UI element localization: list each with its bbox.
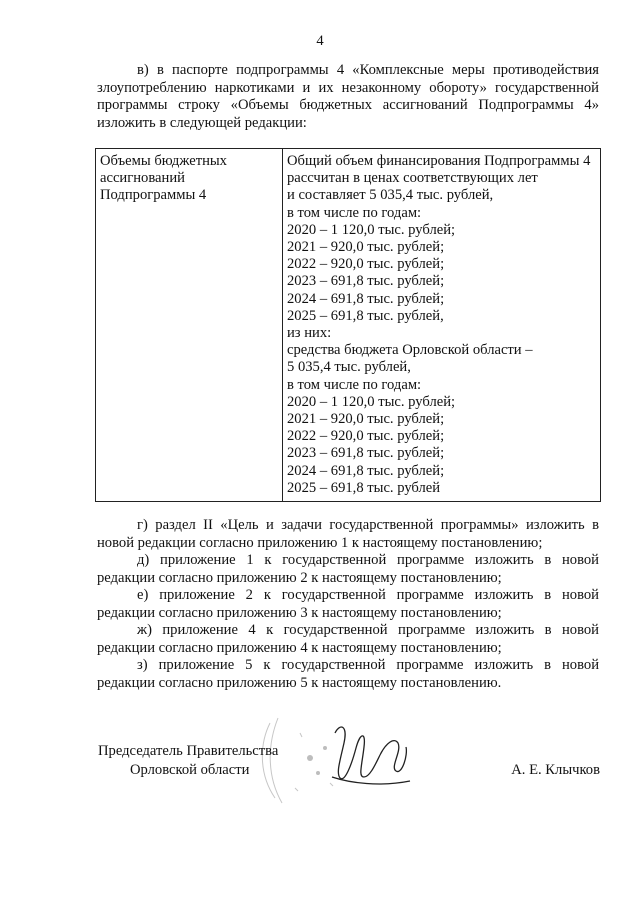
value-line: 2021 – 920,0 тыс. рублей; — [287, 411, 445, 428]
label-line: Объемы бюджетных — [100, 153, 227, 169]
label-line: ассигнований — [100, 170, 185, 187]
table-label-cell — [96, 149, 283, 502]
list-item: з) приложение 5 к государственной программе изложить в новой редакции согласно приложению 5 к настоящему постановлению. — [97, 657, 599, 691]
signatory-region: Орловской области — [130, 762, 250, 778]
value-line: 2025 – 691,8 тыс. рублей, — [287, 307, 444, 324]
list-item: ж) приложение 4 к государственной программе изложить в новой редакции согласно приложению 4 к настоящему постановлению; — [97, 622, 599, 656]
value-line: 2022 – 920,0 тыс. рублей; — [287, 428, 445, 445]
budget-table — [95, 148, 601, 502]
value-line: 2024 – 691,8 тыс. рублей; — [287, 462, 445, 479]
list-item: г) раздел II «Цель и задачи государственной программы» изложить в новой редакции согласно приложению 1 к настоящему постановлению; — [97, 517, 599, 551]
value-line: в том числе по годам: — [287, 376, 422, 393]
value-line: 2023 – 691,8 тыс. рублей; — [287, 273, 445, 290]
signatory-name: А. Е. Клычков — [511, 762, 600, 778]
amendment-list — [97, 517, 599, 692]
value-line: 2024 – 691,8 тыс. рублей; — [287, 290, 445, 307]
label-line: Подпрограммы 4 — [100, 187, 207, 204]
value-line: 5 035,4 тыс. рублей, — [287, 359, 411, 376]
signatory-title: Председатель Правительства — [98, 743, 279, 759]
value-line: средства бюджета Орловской области – — [287, 342, 533, 359]
value-line: рассчитан в ценах соответствующих лет — [287, 170, 538, 187]
value-line: 2025 – 691,8 тыс. рублей — [287, 479, 441, 496]
table-row — [96, 149, 601, 502]
signature-block — [0, 743, 640, 843]
value-line: в том числе по годам: — [287, 204, 422, 221]
value-line: из них: — [287, 325, 332, 342]
list-item: д) приложение 1 к государственной программе изложить в новой редакции согласно приложению 2 к настоящему постановлению; — [97, 552, 599, 586]
value-line: 2021 – 920,0 тыс. рублей; — [287, 239, 445, 256]
value-line: 2023 – 691,8 тыс. рублей; — [287, 445, 445, 462]
page-number: 4 — [316, 33, 324, 49]
table-value-cell — [283, 149, 601, 502]
value-line: и составляет 5 035,4 тыс. рублей, — [287, 187, 494, 204]
list-item: е) приложение 2 к государственной программе изложить в новой редакции согласно приложению 3 к настоящему постановлению; — [97, 587, 599, 621]
value-line: 2020 – 1 120,0 тыс. рублей; — [287, 393, 456, 410]
value-line: Общий объем финансирования Подпрограммы 4 — [287, 153, 591, 169]
value-line: 2022 – 920,0 тыс. рублей; — [287, 256, 445, 273]
intro-paragraph: в) в паспорте подпрограммы 4 «Комплексные меры противодействия злоупотреблению наркотиками и их незаконному обороту» государственной программы строку «Объемы бюджетных ассигнований Подпрограммы 4» изложить в следующей редакции: — [97, 62, 599, 131]
value-line: 2020 – 1 120,0 тыс. рублей; — [287, 221, 456, 238]
